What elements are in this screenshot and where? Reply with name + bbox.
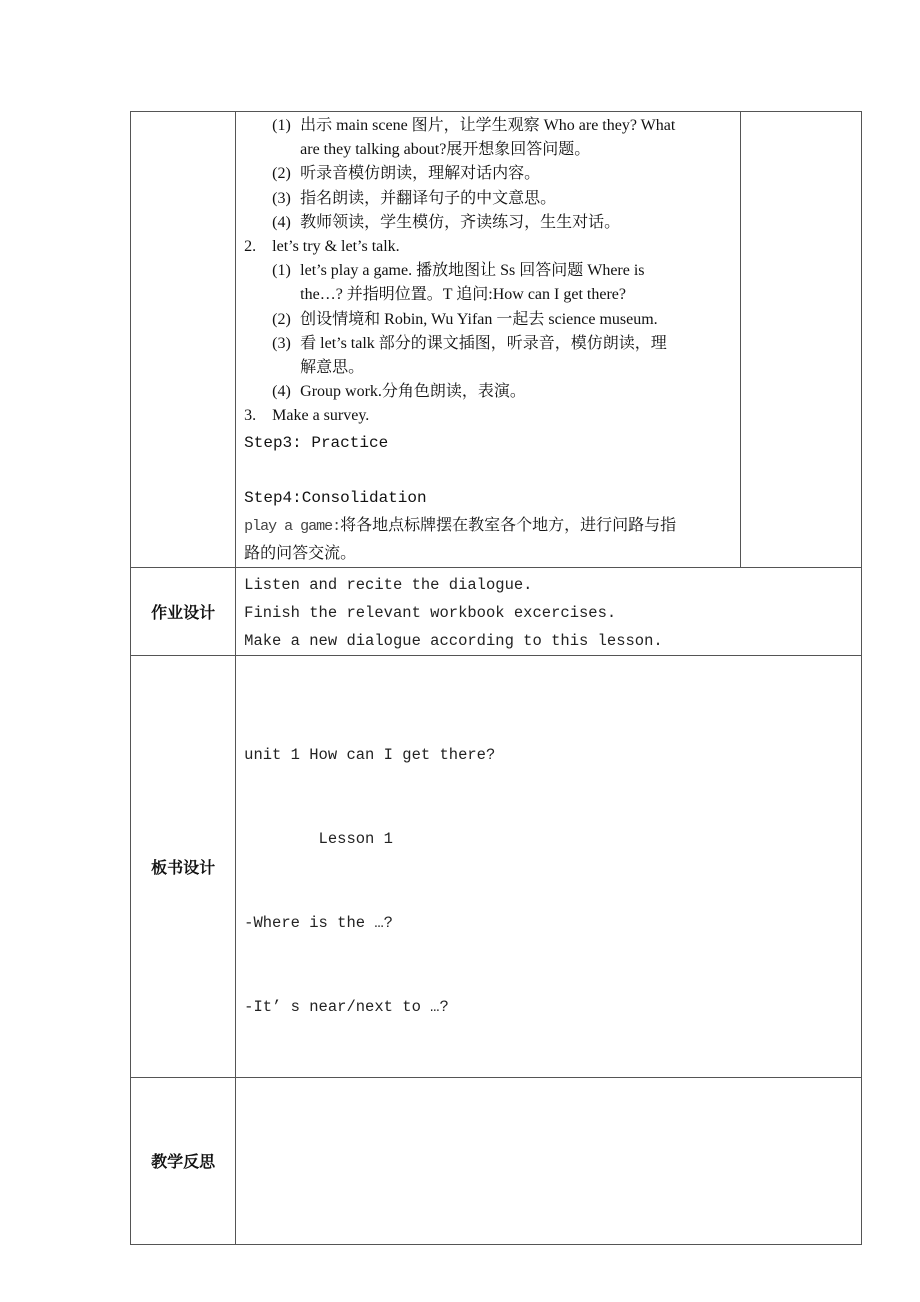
item-text-line: 指名朗读，并翻译句子的中文意思。 [300, 189, 557, 207]
item-number: (1) [272, 117, 291, 134]
item-text-line: Group work.分角色朗读，表演。 [300, 383, 526, 401]
reflection-label: 教学反思 [131, 1077, 236, 1244]
item-number: (3) [272, 189, 291, 207]
procedure-item [244, 187, 734, 211]
consolidation-line: 将各地点标牌摆在教室各个地方，进行问路与指 [340, 516, 677, 534]
item-number: (4) [272, 213, 291, 231]
procedure-item [244, 211, 734, 235]
item-text-line: 出示 main scene 图片，让学生观察 Who are they? What [300, 117, 676, 134]
procedure-item [244, 308, 734, 332]
board-line: -It’ s near/next to …? [244, 997, 449, 1016]
item-number: (4) [272, 383, 291, 401]
procedure-item [244, 162, 734, 186]
spacer [244, 457, 734, 484]
procedure-item [244, 259, 734, 307]
item-number: 3. [244, 407, 257, 425]
item-number: (1) [272, 262, 291, 280]
item-text-line: are they talking about?展开想象回答问题。 [300, 141, 591, 159]
procedure-row [131, 112, 862, 568]
item-number: (2) [272, 310, 291, 328]
item-text-line: 创设情境和 Robin, Wu Yifan 一起去 science museum. [300, 310, 658, 328]
consolidation-line: 路的问答交流。 [244, 544, 357, 562]
board-design-content-cell [236, 655, 862, 1077]
item-text-line: let’s play a game. 播放地图让 Ss 回答问题 Where is [300, 262, 645, 280]
item-text-line: 看 let’s talk 部分的课文插图，听录音，模仿朗读，理 [300, 334, 667, 352]
procedure-item [244, 332, 734, 380]
consolidation-en: play a game: [244, 517, 341, 535]
procedure-main-item [244, 404, 734, 428]
procedure-item [244, 380, 734, 404]
reflection-content-cell [236, 1077, 862, 1244]
procedure-content-cell [236, 112, 741, 568]
homework-row [131, 567, 862, 655]
item-text-line: the…? 并指明位置。T 追问:How can I get there? [300, 286, 626, 304]
item-number: 2. [244, 238, 257, 256]
lesson-plan-table [130, 111, 862, 1245]
consolidation-text [244, 512, 734, 567]
board-line: -Where is the …? [244, 913, 393, 932]
item-text-line: 教师领读，学生模仿，齐读练习，生生对话。 [300, 213, 621, 231]
homework-label: 作业设计 [131, 567, 236, 655]
procedure-main-item [244, 235, 734, 259]
step3-heading: Step3: Practice [244, 433, 389, 452]
board-design-label: 板书设计 [131, 655, 236, 1077]
homework-content-cell [236, 567, 862, 655]
item-text-line: Make a survey. [272, 407, 370, 425]
item-text-line: let’s try & let’s talk. [272, 238, 400, 256]
homework-line: Finish the relevant workbook excercises. [244, 603, 617, 622]
item-number: (3) [272, 334, 291, 352]
reflection-row [131, 1077, 862, 1244]
item-text-line: 解意思。 [300, 359, 365, 377]
homework-line: Listen and recite the dialogue. [244, 575, 533, 594]
board-line: Lesson 1 [244, 829, 393, 848]
step4-heading: Step4:Consolidation [244, 488, 427, 507]
board-design-row [131, 655, 862, 1077]
homework-line: Make a new dialogue according to this lesson. [244, 631, 663, 650]
item-text-line: 听录音模仿朗读，理解对话内容。 [300, 165, 541, 183]
procedure-item [244, 114, 734, 162]
board-line: unit 1 How can I get there? [244, 745, 496, 764]
procedure-notes-cell [740, 112, 861, 568]
item-number: (2) [272, 165, 291, 183]
procedure-label-cell [131, 112, 236, 568]
